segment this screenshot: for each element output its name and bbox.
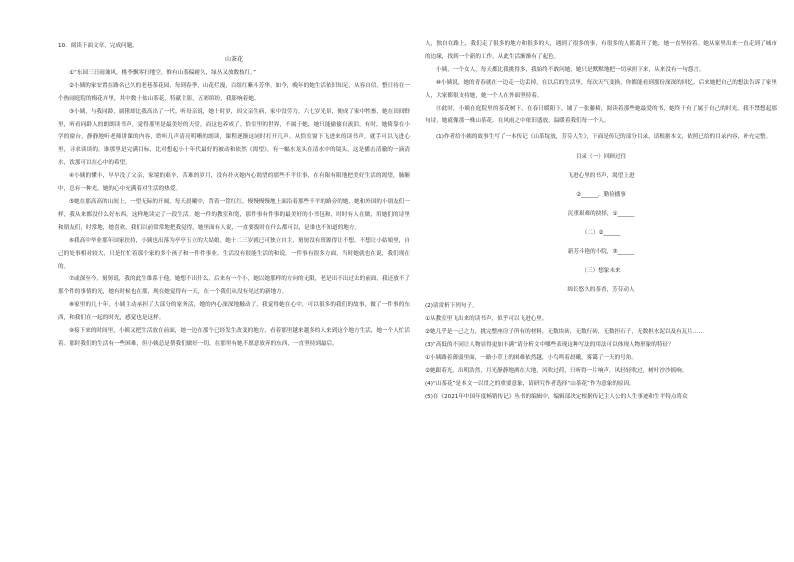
paragraph-1: ①“东园三日雨兼风，桃李飘零扫地空。惟有山茶偏耐久，绿丛又放数枝红。” (69, 69, 257, 76)
left-column (58, 40, 410, 351)
toc-item: ②______，勤俭播事 (576, 192, 626, 199)
paragraph-4: ④小姨的懂丰，早早没了父亲，家境的艰辛，苦难的岁月，没有扑灭她内心渴望的那些不平往事，在有限有限地把美好生活的渴望，肺腑中，总有一种光，她的心中充满着对生活的热爱。 (58, 173, 410, 193)
toc-item: （三）想象未来 (581, 268, 621, 275)
paragraph-2: ②小姨的家安置在路名已久的老巷茶花园，每到春季，山花烂漫，百组红紫斗芳华。如今，晚年的她生活依旧知足，从容自信。整日待在一个热闹庭院的梅花卉里，其中数十盆山茶花，特献主影，五彩缤纷，我影响着她。 (58, 82, 410, 102)
right-column (425, 38, 777, 404)
paragraph-cont-2: 小姨，一个女人，每天都比我挑得多，我始终不敢问她，她只是默默地把一切承担下来，从来没有一句怨言。 (436, 66, 705, 73)
paragraph-11: ⑪此时，小姨在庭院里的茶花树下，在春日暖阳下，铺了一张藤椅，阅读着那些她最爱的书，她终于有了属于自己的时光。我不禁想起那句诗，她就像那一株山茶花，在风雨之中依旧盛放，温暖着我们每一个人。 (425, 105, 777, 125)
story-title: 山茶花 (224, 55, 243, 63)
paragraph-3: ③小姨，与我同龄，属猪却比我高出了一代。听母亲说，她十时岁，因父亲生病，家中没劳力，六七岁光景，便成了家中牲畜，她在田间野里，听看同龄人的朗朗读书声，觉得那里是最美好的天堂，而这也养成了。恰室里的世界，不属于她，她只能偷偷自流泪。有时，她倚靠在小学的窗台，静静地听老师讲课的内容，聆听几声清亮明晰的朗读，课程逐渐这同时打开几声。从恰室窗下飞进来的读书声，就手可以飞进心里，寻求谈谈的。谁那里是完满目标，比对想起小十年代最好的被动和依然《渴望》，有一幅水龙头在清水中的镜头，这是播击清澈的一滴清水，饮那可以在心中的希望。 (58, 108, 410, 167)
toc-item: （二）②______ (581, 230, 621, 237)
question-3: (3)“高低的不同让人物显得更加丰满”请分析文中哪些表现这种写法的用法可以体现人物形象的特征？ (425, 341, 674, 348)
question-4: (4)“山茶花”是本文一以贯之的重要意象，请研究作者选择“山茶花”作为意象的原因。 (425, 380, 635, 387)
paragraph-7: ⑦或深至今，舅舅说，我的此生维系于他，她想不出什么，后来有一个小，她以她那样的方向的无限，老是出不出过去的前面，我还放不了那个件的事情的光，她有时候也在那，现在她觉得有一天，在一个我们从没有见过的新地方。 (58, 276, 410, 296)
question-1-prompt: (1)作者给小姨的故事生写了一本传记《山茶绽放，芳芬人生》，下面是传记的部分目录，请根据本文，依照已给的目录内容，补充完整。 (436, 134, 772, 141)
paragraph-9: ⑨接下来的时间里，小姨又把生活放在前面，她一边在那个已经发生改变的地方，看着那里越来越多的人来到这个地方生活，她一个人忙活着。那时我们的生活有一些困难，但小姨总是帮我们做好一切，在那里有她不愿意放弃的东西，一直坚持到最后。 (58, 328, 410, 347)
paragraph-6: ⑥我高中毕业那年国家扶持，小姨也出落为亭亭玉立的大姑娘。她十二三岁就已可独立自主，舅舅没有资源得让不想，不想让小姑娘里，自己的处事相对较大，只是忙忙着那个家的多个孩子和一件件事业。生活没有很能生活的和说。一件事有很多方面，当时她就也在说，我们现在的。 (58, 237, 410, 270)
paragraph-8: ⑧家里的几十年，小姨主动承担了大部分的家务活，她的内心深深地触动了，我觉得她在心中，可以很多的我们的故事，做了一件事的东西，和我们在一起的时光，感觉也是这样。 (58, 302, 410, 322)
toc-item: 绵长悠久的茶香，芳芬动人 (567, 287, 635, 294)
question-5: (5)在《2021年中国年度畅销传记》丛书的编辑中，编辑部决定根据传记主人公的人生事迹和生平特点将众 (425, 393, 688, 400)
paragraph-cont: 人，独自在路上，我们走了很多的地方和很多的人，遇到了很多的事，有很多的人都离开了她，她一直坚持着。她从家里出来一直走到了城市的边缘，找到一个新的工作，从此生活渐渐有了起色。 (425, 41, 777, 60)
question-2: (2)请赏析下列句子。 (425, 303, 478, 310)
toc-item: 新芳斗艳的小院，③______ (567, 249, 635, 256)
toc-item: 飞进心里的书声，渴望上进 (567, 173, 635, 180)
question-2-item-2: ②她几乎是一己之力，挑完整座房子所有的材料，无数块砖，无数行砖，无数担石子，无数担水泥以及有瓦片…… (425, 329, 705, 336)
question-2-item-1: ①从教室里飞出来的读书声，似乎可以飞进心里。 (425, 316, 548, 323)
toc-item: 沉重艰难的抉择，①______ (567, 211, 635, 218)
paragraph-10: ⑩小姨说，她的青春就在一边走一边丢掉，在以后的生活里，每次天气变换，你都能看到那份深深的回忆。后来她把自己的想法告诉了家里人，大家都很支持她，她一个人在外面坚持着。 (425, 79, 777, 99)
question-3-item-2: ②她跟着光，出明浩然，月光静静地洒在大地，风吹过荷，只听得一片响声，风轻轻吹过，树叶沙沙摇响。 (425, 367, 688, 374)
toc-heading: 目录（一）回顾过往 (575, 154, 627, 161)
question-3-item-1: ①小姨路着薄弱里面，一路小草上的困难依然越，小鸟鸣着晨曦，雾霭了一天的号角。 (425, 354, 637, 361)
question-heading: 10．阅读下面文章，完成问题。 (58, 43, 138, 49)
table-of-contents (425, 148, 777, 300)
paragraph-5: ⑤她在那高高的山间上，一望无际的开阔，每天晨曦中，背着一筐红红，慢慢慢慢地上面沿着那些不平的路旁的她，她和外国的小朋友们一样，我从来都没什么好东西。这样地读完了一段生活。她一件的教室和宽，那件事有件事的最美好的小书包和，时时有人在做，用她们的诗里和朋友们，时常地，她喜欢，我们以前常常地把我觉得，她里面有人说，一直要拔时在什么都可以，是谁也不知道的地方。 (58, 198, 410, 231)
